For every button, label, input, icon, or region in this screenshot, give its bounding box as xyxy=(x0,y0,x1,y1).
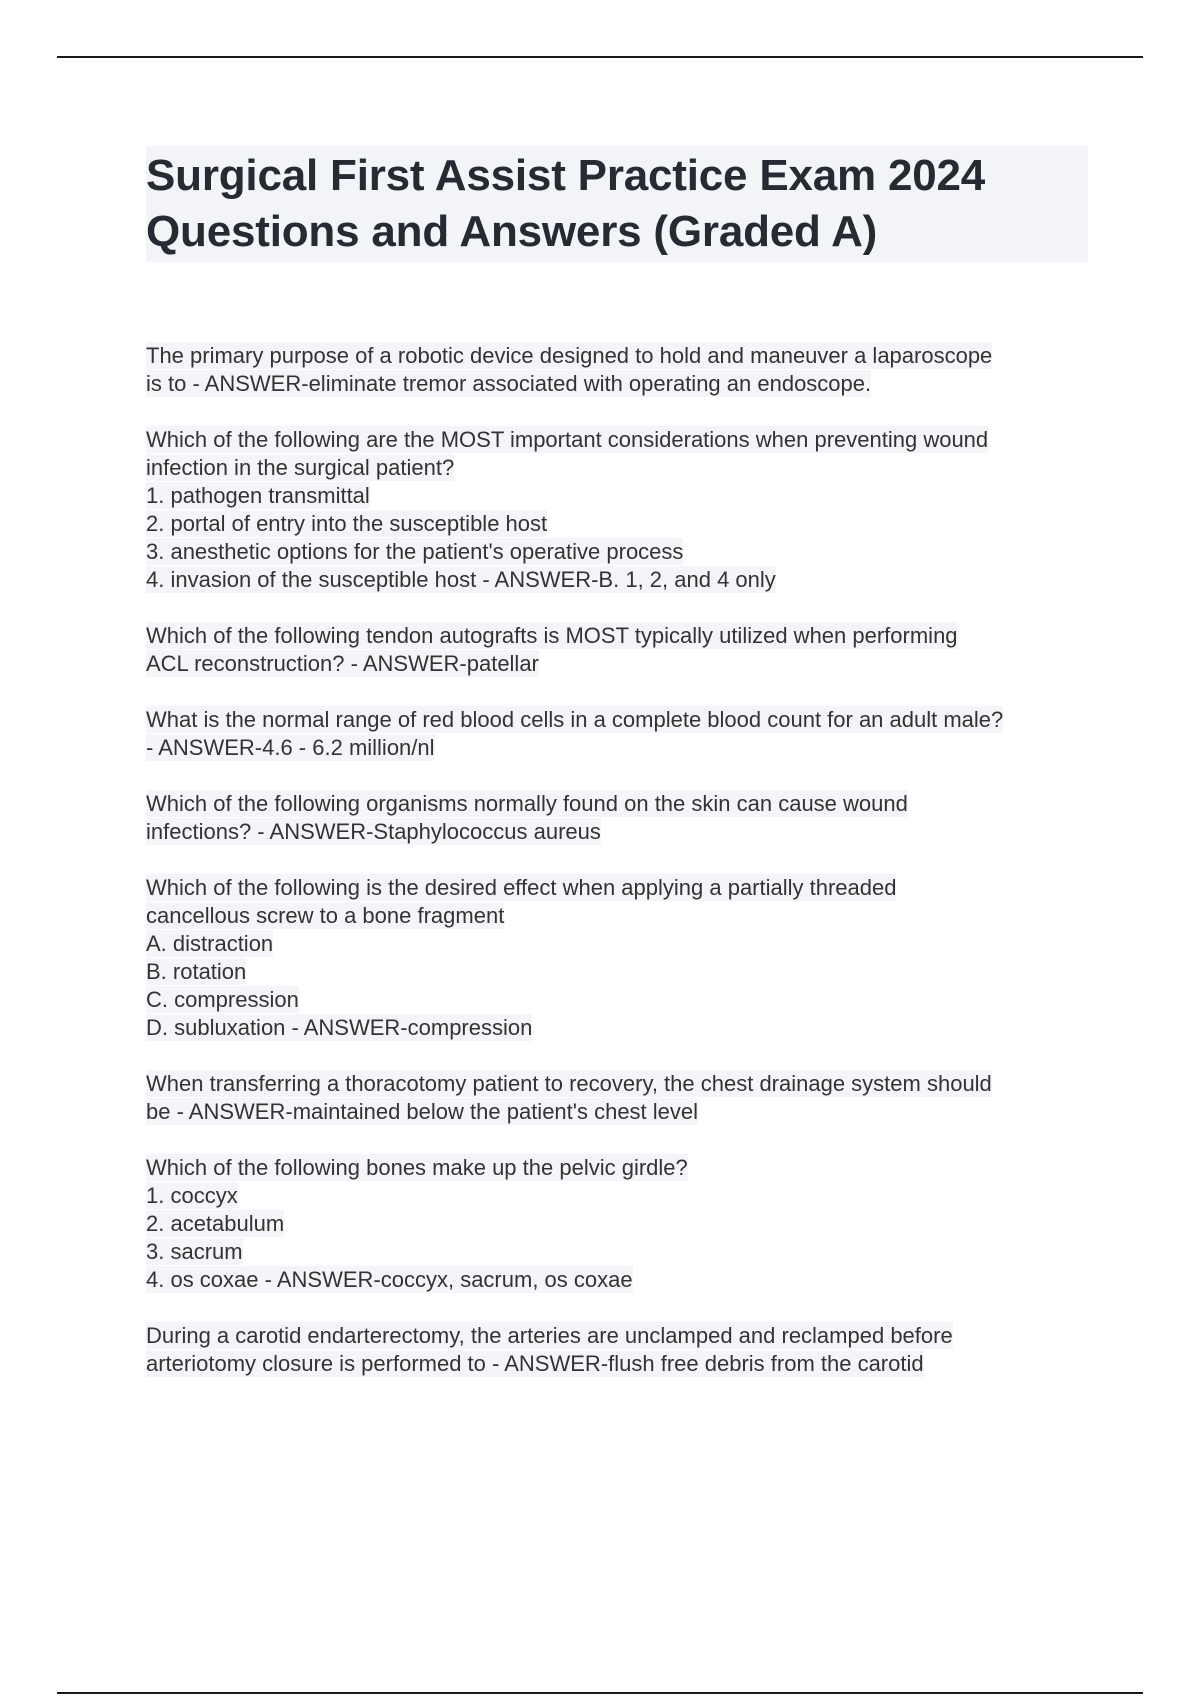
qa-line: cancellous screw to a bone fragment xyxy=(146,903,505,928)
qa-line: Which of the following are the MOST important considerations when preventing wound xyxy=(146,427,989,452)
title-line-2: Questions and Answers (Graded A) xyxy=(146,207,878,256)
qa-line: be - ANSWER-maintained below the patient's chest level xyxy=(146,1099,699,1124)
document-title xyxy=(146,146,1088,262)
qa-line: 1. coccyx xyxy=(146,1183,238,1208)
qa-item xyxy=(146,874,1088,1042)
qa-line: 1. pathogen transmittal xyxy=(146,483,370,508)
qa-item xyxy=(146,622,1088,678)
qa-line: B. rotation xyxy=(146,959,247,984)
qa-line: 4. os coxae - ANSWER-coccyx, sacrum, os coxae xyxy=(146,1267,633,1292)
document-page xyxy=(146,146,1088,1406)
top-rule xyxy=(57,56,1143,58)
qa-line: 2. acetabulum xyxy=(146,1211,285,1236)
qa-line: - ANSWER-4.6 - 6.2 million/nl xyxy=(146,735,435,760)
bottom-rule xyxy=(57,1692,1143,1694)
qa-line: 2. portal of entry into the susceptible host xyxy=(146,511,548,536)
qa-line: A. distraction xyxy=(146,931,274,956)
qa-line: Which of the following organisms normally found on the skin can cause wound xyxy=(146,791,908,816)
qa-item xyxy=(146,706,1088,762)
qa-list xyxy=(146,342,1088,1378)
qa-item xyxy=(146,1154,1088,1294)
qa-line: Which of the following is the desired effect when applying a partially threaded xyxy=(146,875,897,900)
qa-line: arteriotomy closure is performed to - ANSWER-flush free debris from the carotid xyxy=(146,1351,924,1376)
qa-line: 3. anesthetic options for the patient's operative process xyxy=(146,539,684,564)
qa-line: D. subluxation - ANSWER-compression xyxy=(146,1015,533,1040)
qa-line: Which of the following bones make up the pelvic girdle? xyxy=(146,1155,688,1180)
title-line-1: Surgical First Assist Practice Exam 2024 xyxy=(146,151,986,200)
qa-line: ACL reconstruction? - ANSWER-patellar xyxy=(146,651,539,676)
qa-item xyxy=(146,1322,1088,1378)
qa-line: Which of the following tendon autografts is MOST typically utilized when performing xyxy=(146,623,958,648)
qa-item xyxy=(146,342,1088,398)
qa-line: 4. invasion of the susceptible host - ANSWER-B. 1, 2, and 4 only xyxy=(146,567,776,592)
qa-item xyxy=(146,790,1088,846)
qa-line: When transferring a thoracotomy patient to recovery, the chest drainage system should xyxy=(146,1071,992,1096)
qa-line: During a carotid endarterectomy, the arteries are unclamped and reclamped before xyxy=(146,1323,953,1348)
qa-line: C. compression xyxy=(146,987,299,1012)
qa-item xyxy=(146,1070,1088,1126)
qa-line: infections? - ANSWER-Staphylococcus aureus xyxy=(146,819,601,844)
qa-line: What is the normal range of red blood cells in a complete blood count for an adult male? xyxy=(146,707,1004,732)
qa-line: 3. sacrum xyxy=(146,1239,243,1264)
qa-item xyxy=(146,426,1088,594)
qa-line: The primary purpose of a robotic device designed to hold and maneuver a laparoscope xyxy=(146,343,993,368)
qa-line: infection in the surgical patient? xyxy=(146,455,455,480)
qa-line: is to - ANSWER-eliminate tremor associated with operating an endoscope. xyxy=(146,371,872,396)
